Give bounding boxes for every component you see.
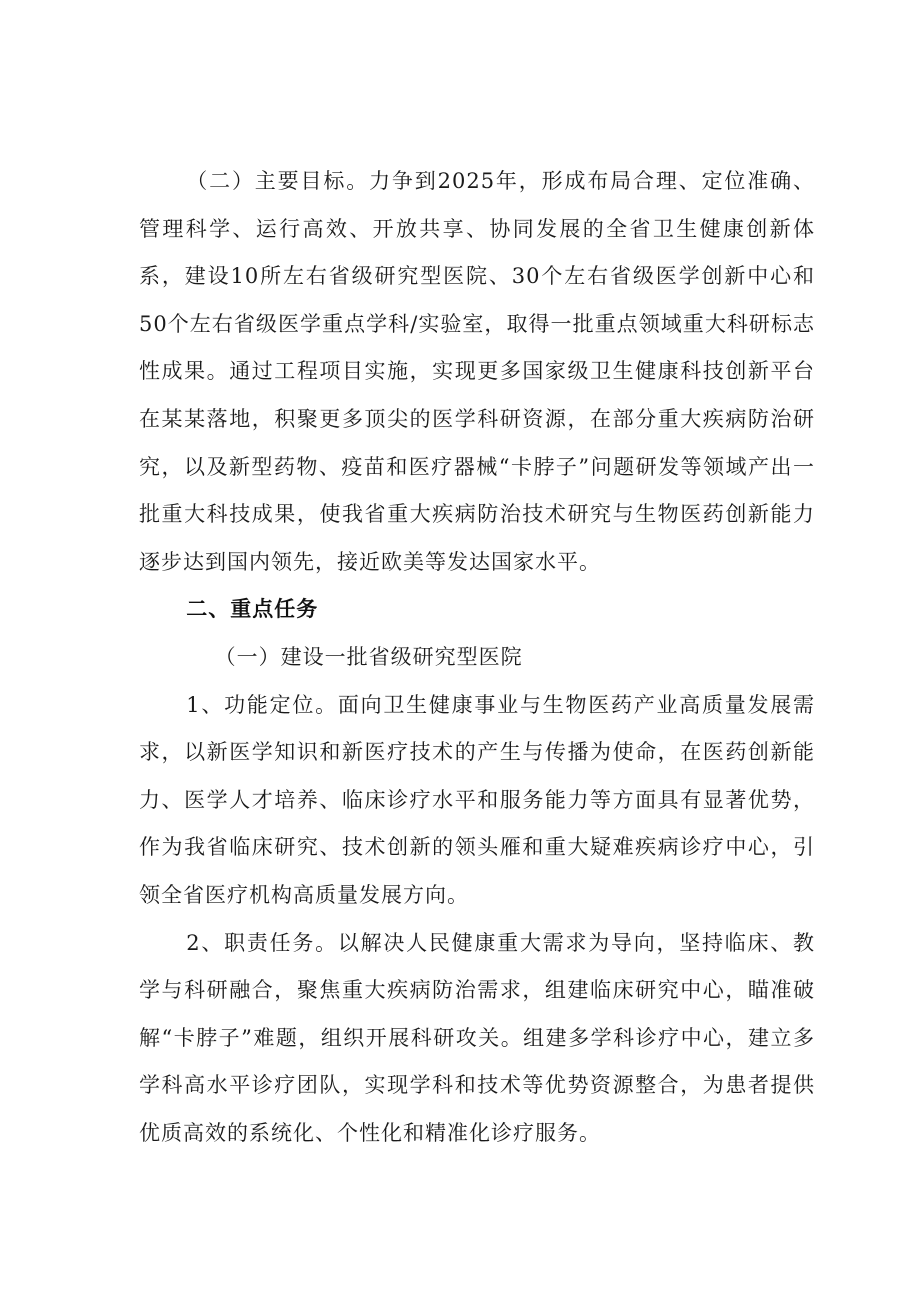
item-function-positioning: 1、功能定位。面向卫生健康事业与生物医药产业高质量发展需求，以新医学知识和新医疗技术的产生与传播为使命，在医药创新能力、医学人才培养、临床诊疗水平和服务能力等方面具有显著优势，作为我省临床研究、技术创新的领头雁和重大疑难疾病诊疗中心，引领全省医疗机构高质量发展方向。 [139, 692, 815, 907]
subsection-heading-research-hospitals: （一）建设一批省级研究型医院 [214, 644, 523, 669]
main-goals-paragraph: （二）主要目标。力争到2025年，形成布局合理、定位准确、管理科学、运行高效、开放共享、协同发展的全省卫生健康创新体系，建设10所左右省级研究型医院、30个左右省级医学创新中心和50个左右省级医学重点学科/实验室，取得一批重点领域重大科研标志性成果。通过工程项目实施，实现更多国家级卫生健康科技创新平台在某某落地，积聚更多顶尖的医学科研资源，在部分重大疾病防治研究，以及新型药物、疫苗和医疗器械“卡脖子”问题研发等领域产出一批重大科技成果，使我省重大疾病防治技术研究与生物医药创新能力逐步达到国内领先，接近欧美等发达国家水平。 [139, 169, 815, 574]
section-heading-key-tasks: 二、重点任务 [186, 597, 319, 622]
item-duties-tasks: 2、职责任务。以解决人民健康重大需求为导向，坚持临床、教学与科研融合，聚焦重大疾病防治需求，组建临床研究中心，瞄准破解“卡脖子”难题，组织开展科研攻关。组建多学科诊疗中心，建立多学科高水平诊疗团队，实现学科和技术等优势资源整合，为患者提供优质高效的系统化、个性化和精准化诊疗服务。 [139, 930, 815, 1145]
document-body [139, 158, 815, 1157]
